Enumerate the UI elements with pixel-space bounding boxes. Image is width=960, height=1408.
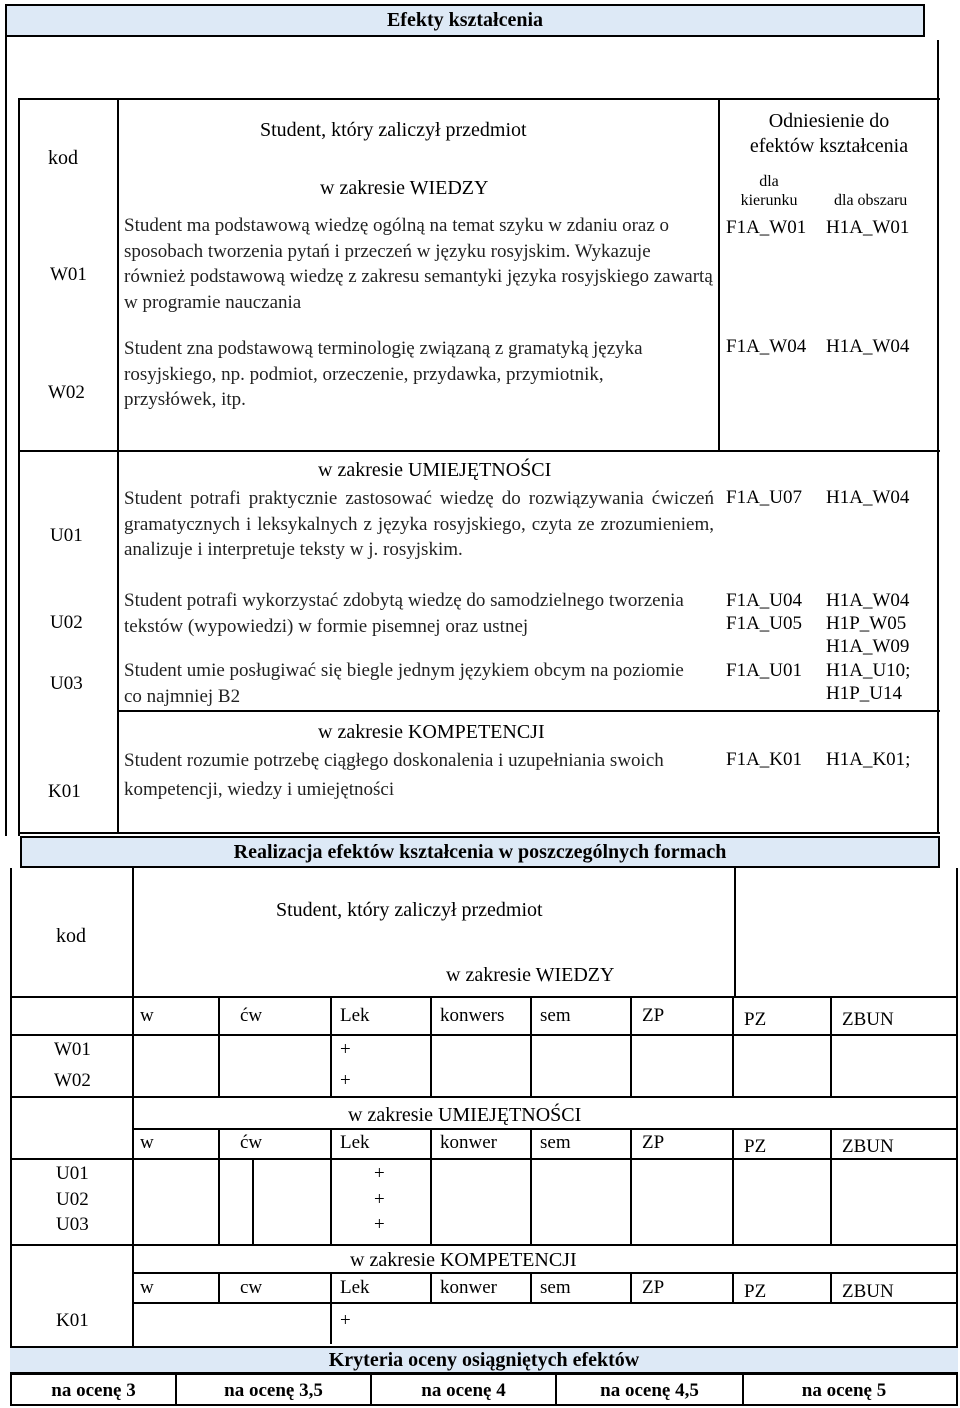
- s2-u01-lek-plus: +: [374, 1163, 385, 1184]
- s2-k-col4: [530, 1272, 532, 1302]
- s2-u-col1b: [252, 1160, 254, 1246]
- ref-kierunku-w02: F1A_W04: [726, 336, 807, 357]
- code-w01: W01: [50, 264, 87, 285]
- s2-header-kompetencje: w zakresie KOMPETENCJI: [350, 1249, 577, 1271]
- s2-k-form-zp: ZP: [642, 1277, 665, 1298]
- s2-w-form-w: w: [140, 1005, 154, 1026]
- desc-u02: Student potrafi wykorzystać zdobytą wiedzę do samodzielnego tworzenia tekstów (wypowiedzi) w formie pisemnej oraz ustnej: [124, 590, 684, 637]
- s2-u-col4: [530, 1128, 532, 1246]
- section-header-wiedza: w zakresie WIEDZY: [320, 177, 489, 199]
- desc-k01: Student rozumie potrzebę ciągłego doskonalenia i uzupełniania swoich kompetencji, wiedzy i umiejętności: [124, 750, 664, 800]
- s2-u-col2: [330, 1128, 332, 1246]
- ref-kierunku-u03: F1A_U01: [726, 660, 803, 681]
- ref-kierunku-u02-2: F1A_U05: [726, 613, 803, 634]
- ref-obszaru-u01: H1A_W04: [826, 487, 910, 508]
- s2-code-u01: U01: [56, 1163, 89, 1184]
- grade-5: na ocenę 5: [801, 1380, 887, 1401]
- s2-w-form-cw: ćw: [240, 1005, 263, 1026]
- s2-u-form-sem: sem: [540, 1132, 571, 1153]
- s2-u-form-zbun: ZBUN: [842, 1136, 894, 1157]
- ref-obszaru-w01: H1A_W01: [826, 217, 910, 238]
- s2-u-row-line: [10, 1158, 958, 1160]
- ref-kierunku-k01: F1A_K01: [726, 749, 803, 770]
- section-title-kryteria: Kryteria oceny osiągniętych efektów: [10, 1346, 958, 1374]
- s2-col-student: Student, który zaliczył przedmiot: [276, 899, 543, 921]
- s2-k-form-zbun: ZBUN: [842, 1281, 894, 1302]
- s2-k-col1: [218, 1272, 220, 1302]
- s2-col-kod: kod: [56, 925, 86, 947]
- grade-3-5: na ocenę 3,5: [224, 1380, 323, 1401]
- table-left-border: [18, 98, 20, 836]
- s2-k-form-sem: sem: [540, 1277, 571, 1298]
- s2-w01-lek-plus: +: [340, 1039, 351, 1060]
- s2-u-col3: [430, 1128, 432, 1246]
- desc-w01: Student ma podstawową wiedzę ogólną na temat szyku w zdaniu oraz o sposobach tworzenia pytań i przeczeń w języku rosyjskim. Wykazuje również podstawową wiedzę z zakresu semantyki języka rosyjskiego zawartą w programie nauczania: [124, 215, 713, 313]
- s2-u-form-zp: ZP: [642, 1132, 665, 1153]
- s2-w-col4: [530, 998, 532, 1096]
- s2-k-row-line: [132, 1302, 958, 1304]
- s2-kod-divider: [132, 868, 134, 1374]
- table-bottom-border: [18, 832, 940, 834]
- s2-u-col7: [830, 1128, 832, 1246]
- table-top-border: [18, 98, 940, 100]
- col-header-kod: kod: [48, 147, 78, 169]
- grade-4-5: na ocenę 4,5: [600, 1380, 699, 1401]
- grade-3: na ocenę 3: [51, 1380, 136, 1401]
- s2-k-form-konwer: konwer: [440, 1277, 497, 1298]
- section-title-efekty: Efekty kształcenia: [5, 4, 925, 37]
- desc-u01: Student potrafi praktycznie zastosować wiedzę do rozwiązywania ćwiczeń gramatycznych i leksykalnych z języka rosyjskiego, czyta ze zrozumieniem, analizuje i interpretuje teksty w j. rosyjskim.: [124, 488, 714, 560]
- s2-k-top: [132, 1272, 958, 1274]
- s2-w-col3: [430, 998, 432, 1096]
- s2-w-col7: [830, 998, 832, 1096]
- ref-obszaru-u03-1: H1A_U10;: [826, 660, 911, 681]
- s2-u-form-pz: PZ: [744, 1136, 767, 1157]
- subheader-dla-kierunku-l1: dla: [759, 173, 779, 190]
- code-u02: U02: [50, 612, 83, 633]
- s2-k-col6: [732, 1272, 734, 1302]
- s2-top-right-divider: [734, 868, 736, 998]
- frame-left: [5, 36, 7, 836]
- s2-right-border: [956, 868, 958, 1374]
- s2-w02-lek-plus: +: [340, 1070, 351, 1091]
- s2-left-border: [10, 868, 12, 1374]
- ref-obszaru-w02: H1A_W04: [826, 336, 910, 357]
- code-w02: W02: [48, 382, 85, 403]
- s2-u-form-w: w: [140, 1132, 154, 1153]
- col-kod-divider: [117, 98, 119, 834]
- s2-k-form-w: w: [140, 1277, 154, 1298]
- grade-4: na ocenę 4: [421, 1380, 506, 1401]
- s2-code-k01: K01: [56, 1310, 89, 1331]
- s2-w-form-sem: sem: [540, 1005, 571, 1026]
- ref-obszaru-u02-3: H1A_W09: [826, 636, 910, 657]
- s2-k-form-cw: cw: [240, 1277, 263, 1298]
- s2-header-bottom: [10, 996, 958, 998]
- col-header-student: Student, który zaliczył przedmiot: [260, 119, 527, 141]
- s2-u02-lek-plus: +: [374, 1189, 385, 1210]
- s2-w-form-zp: ZP: [642, 1005, 665, 1026]
- section-header-umiejetnosci: w zakresie UMIEJĘTNOŚCI: [318, 459, 552, 481]
- s2-k-col7: [830, 1272, 832, 1302]
- subheader-dla-kierunku-l2: kierunku: [740, 192, 798, 209]
- s2-code-w01: W01: [54, 1039, 91, 1060]
- ref-kierunku-u01: F1A_U07: [726, 487, 803, 508]
- s2-code-u03: U03: [56, 1214, 89, 1235]
- s2-w-col1: [218, 998, 220, 1096]
- s2-header-wiedza: w zakresie WIEDZY: [446, 964, 615, 986]
- s2-u-form-konwer: konwer: [440, 1132, 497, 1153]
- code-u01: U01: [50, 525, 83, 546]
- s2-w-form-konwers: konwers: [440, 1005, 505, 1026]
- desc-w02: Student zna podstawową terminologię związaną z gramatyką języka rosyjskiego, np. podmiot, orzeczenie, przydawka, przymiotnik, przysłówek, itp.: [124, 338, 643, 410]
- s2-w-col5: [630, 998, 632, 1096]
- col-header-ref-line2: efektów kształcenia: [749, 135, 909, 157]
- col-header-ref-line1: Odniesienie do: [768, 110, 890, 132]
- s2-u-form-lek: Lek: [340, 1132, 370, 1153]
- ref-kierunku-w01: F1A_W01: [726, 217, 807, 238]
- code-u03: U03: [50, 673, 83, 694]
- s2-u-bottom: [10, 1244, 958, 1246]
- s2-k-form-pz: PZ: [744, 1281, 767, 1302]
- section-title-realizacja: Realizacja efektów kształcenia w poszczególnych formach: [20, 836, 940, 868]
- s2-code-u02: U02: [56, 1189, 89, 1210]
- s2-w-row-line: [10, 1034, 958, 1036]
- ref-obszaru-k01: H1A_K01;: [826, 749, 911, 770]
- ref-obszaru-u03-2: H1P_U14: [826, 683, 903, 704]
- ref-kierunku-u02-1: F1A_U04: [726, 590, 803, 611]
- row-divider-wiedza: [18, 450, 940, 452]
- s2-u-col5: [630, 1128, 632, 1246]
- s2-k-col3: [430, 1272, 432, 1302]
- s2-k01-lek-plus: +: [340, 1310, 351, 1331]
- s2-k-col2: [330, 1272, 332, 1344]
- s2-u-col1: [218, 1128, 220, 1246]
- code-k01: K01: [48, 781, 81, 802]
- s2-u-col6: [732, 1128, 734, 1246]
- s2-header-umiejetnosci: w zakresie UMIEJĘTNOŚCI: [348, 1104, 582, 1126]
- desc-u03: Student umie posługiwać się biegle jednym językiem obcym na poziomie co najmniej B2: [124, 660, 684, 707]
- col-ref-divider-top: [718, 98, 720, 452]
- ref-obszaru-u02-2: H1P_W05: [826, 613, 907, 634]
- s2-w-bottom: [10, 1096, 958, 1098]
- s2-k-col5: [630, 1272, 632, 1302]
- s2-w-form-lek: Lek: [340, 1005, 370, 1026]
- s2-u-top: [132, 1128, 958, 1130]
- row-divider-umiejetnosci: [118, 710, 940, 712]
- s2-w-form-zbun: ZBUN: [842, 1009, 894, 1030]
- ref-obszaru-u02-1: H1A_W04: [826, 590, 910, 611]
- s2-u-form-cw: ćw: [240, 1132, 263, 1153]
- subheader-dla-obszaru: dla obszaru: [834, 192, 908, 209]
- s2-u03-lek-plus: +: [374, 1214, 385, 1235]
- frame-right: [937, 40, 939, 832]
- section-header-kompetencje: w zakresie KOMPETENCJI: [318, 721, 545, 743]
- s2-w-col2: [330, 998, 332, 1096]
- s2-code-w02: W02: [54, 1070, 91, 1091]
- s2-w-form-pz: PZ: [744, 1009, 767, 1030]
- s2-w-col6: [732, 998, 734, 1096]
- s2-k-form-lek: Lek: [340, 1277, 370, 1298]
